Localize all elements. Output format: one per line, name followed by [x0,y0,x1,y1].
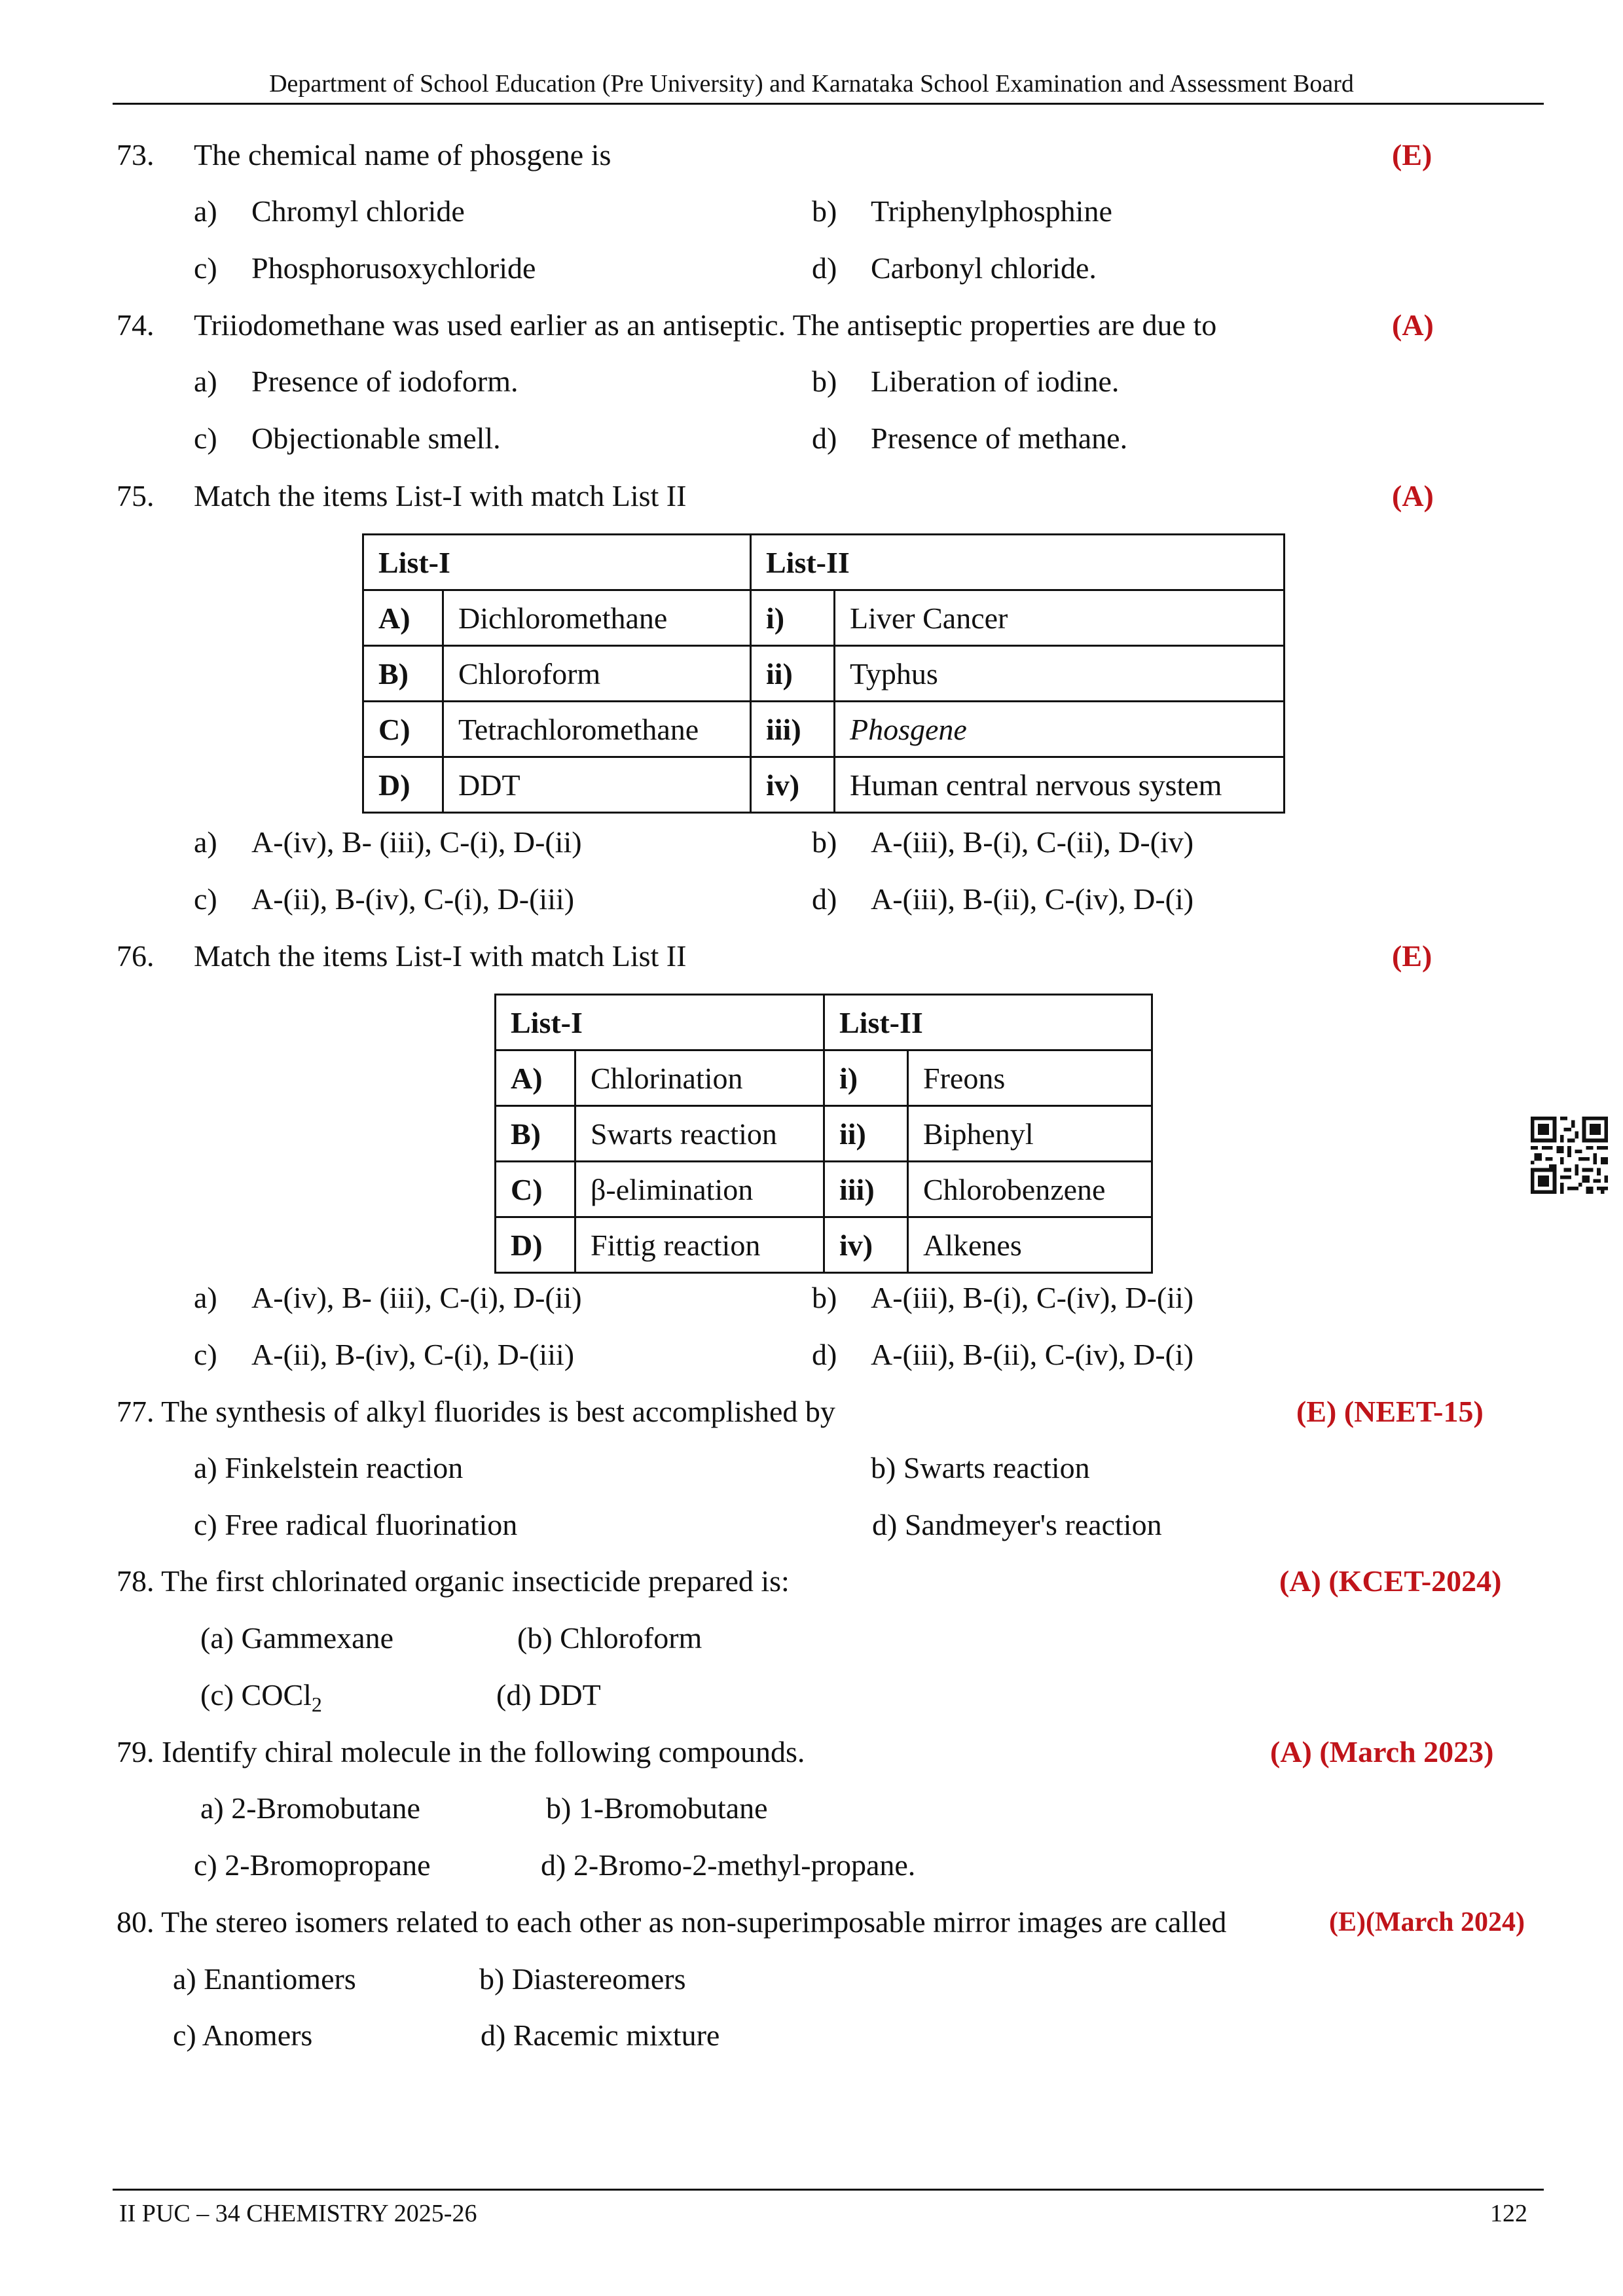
q76-text: Match the items List-I with match List II [194,939,687,973]
q75-option-b-label: b) [812,825,837,859]
q76-answer-tag: (E) [1392,939,1432,973]
row-item-2: Liver Cancer [835,590,1285,646]
list-2-header: List-II [751,535,1285,590]
q80-option-a: a) Enantiomers [173,1962,356,1996]
q76-number: 76. [117,939,155,973]
q79-option-d: d) 2-Bromo-2-methyl-propane. [541,1848,916,1882]
q80-answer-tag: (E)(March 2024) [1329,1907,1525,1937]
q76-option-a: A-(iv), B- (iii), C-(i), D-(ii) [251,1281,582,1314]
q76-option-a-label: a) [194,1281,217,1314]
q78-text: 78. The first chlorinated organic insecticide prepared is: [117,1564,790,1598]
q74-option-d-label: d) [812,422,837,455]
row-key: C) [496,1162,575,1217]
q74-option-a-label: a) [194,365,217,398]
row-key-2: ii) [824,1106,908,1162]
header-rule [113,103,1544,105]
row-item: Swarts reaction [575,1106,824,1162]
q74-option-b-label: b) [812,365,837,398]
q78-option-c [200,1677,322,1717]
table-header-row [363,535,1285,590]
q75-match-table [362,533,1285,814]
row-item: β-elimination [575,1162,824,1217]
table-row [496,1162,1152,1217]
q74-option-a: Presence of iodoform. [251,365,519,398]
row-key-2: iii) [824,1162,908,1217]
q79-option-c: c) 2-Bromopropane [194,1848,431,1882]
q73-option-c: Phosphorusoxychloride [251,251,536,285]
table-row [363,646,1285,702]
q73-option-b-label: b) [812,194,837,228]
q73-option-c-label: c) [194,251,217,285]
row-item-2: Alkenes [908,1217,1152,1273]
q74-option-b: Liberation of iodine. [871,365,1120,398]
q73-answer-tag: (E) [1392,138,1432,171]
q76-option-b-label: b) [812,1281,837,1314]
q79-answer-tag: (A) (March 2023) [1270,1735,1494,1768]
q76-option-c-label: c) [194,1338,217,1371]
q80-option-b: b) Diastereomers [479,1962,686,1996]
table-header-row [496,995,1152,1050]
row-item: Chloroform [443,646,751,702]
q73-option-b: Triphenylphosphine [871,194,1112,228]
q78-answer-tag: (A) (KCET-2024) [1279,1564,1502,1598]
row-key-2: iv) [751,757,835,813]
q73-text: The chemical name of phosgene is [194,138,611,171]
row-item-2: Freons [908,1050,1152,1106]
footer-rule [113,2189,1544,2191]
q78-option-d: (d) DDT [496,1678,601,1712]
q75-option-d-label: d) [812,882,837,916]
q75-option-a: A-(iv), B- (iii), C-(i), D-(ii) [251,825,582,859]
q75-option-b: A-(iii), B-(i), C-(ii), D-(iv) [871,825,1194,859]
q75-text: Match the items List-I with match List II [194,479,687,512]
q73-option-d: Carbonyl chloride. [871,251,1097,285]
q74-number: 74. [117,308,155,342]
q77-option-b: b) Swarts reaction [871,1451,1090,1484]
table-row [363,757,1285,813]
row-item-2: Human central nervous system [835,757,1285,813]
row-key-2: i) [751,590,835,646]
table-row [363,702,1285,757]
q77-option-d: d) Sandmeyer's reaction [872,1508,1162,1541]
q76-option-d-label: d) [812,1338,837,1371]
q77-option-c: c) Free radical fluorination [194,1508,518,1541]
q78-option-c-subscript: 2 [311,1693,322,1717]
table-row [363,590,1285,646]
q73-option-a-label: a) [194,194,217,228]
list-2-header: List-II [824,995,1152,1050]
row-item: DDT [443,757,751,813]
row-key: C) [363,702,443,757]
q78-option-b: (b) Chloroform [517,1621,702,1655]
row-key: A) [496,1050,575,1106]
q77-option-a: a) Finkelstein reaction [194,1451,464,1484]
q74-text: Triiodomethane was used earlier as an antiseptic. The antiseptic properties are due to [194,308,1217,342]
row-item-2: Phosgene [835,702,1285,757]
row-item-2: Biphenyl [908,1106,1152,1162]
q78-option-a: (a) Gammexane [200,1621,394,1655]
q80-option-d: d) Racemic mixture [481,2018,720,2052]
table-row [496,1217,1152,1273]
q74-answer-tag: (A) [1392,308,1434,342]
row-key: A) [363,590,443,646]
row-item: Chlorination [575,1050,824,1106]
row-item: Dichloromethane [443,590,751,646]
row-key: B) [363,646,443,702]
row-key: D) [496,1217,575,1273]
row-item: Fittig reaction [575,1217,824,1273]
q75-option-d: A-(iii), B-(ii), C-(iv), D-(i) [871,882,1194,916]
row-item-2: Typhus [835,646,1285,702]
table-row [496,1106,1152,1162]
q77-answer-tag: (E) (NEET-15) [1296,1395,1484,1428]
q75-number: 75. [117,479,155,512]
q75-option-c-label: c) [194,882,217,916]
qr-code-icon [1531,1117,1608,1194]
list-1-header: List-I [363,535,751,590]
q74-option-c-label: c) [194,422,217,455]
list-1-header: List-I [496,995,824,1050]
q76-match-table [494,994,1153,1274]
q78-option-c-text: (c) COCl [200,1678,312,1712]
row-key-2: iii) [751,702,835,757]
q76-option-b: A-(iii), B-(i), C-(iv), D-(ii) [871,1281,1194,1314]
q80-text: 80. The stereo isomers related to each other as non-superimposable mirror images are called [117,1905,1227,1939]
q77-text: 77. The synthesis of alkyl fluorides is best accomplished by [117,1395,835,1428]
q75-answer-tag: (A) [1392,479,1434,512]
row-key-2: ii) [751,646,835,702]
q79-option-a: a) 2-Bromobutane [200,1791,420,1825]
q79-text: 79. Identify chiral molecule in the following compounds. [117,1735,805,1768]
row-key: D) [363,757,443,813]
q80-option-c: c) Anomers [173,2018,313,2052]
q73-option-a: Chromyl chloride [251,194,465,228]
row-item: Tetrachloromethane [443,702,751,757]
q76-option-d: A-(iii), B-(ii), C-(iv), D-(i) [871,1338,1194,1371]
q74-option-d: Presence of methane. [871,422,1128,455]
q76-option-c: A-(ii), B-(iv), C-(i), D-(iii) [251,1338,575,1371]
row-item-2: Chlorobenzene [908,1162,1152,1217]
row-key-2: i) [824,1050,908,1106]
q75-option-c: A-(ii), B-(iv), C-(i), D-(iii) [251,882,575,916]
page-number: 122 [1490,2200,1527,2227]
footer-course: II PUC – 34 CHEMISTRY 2025-26 [119,2200,477,2227]
row-key-2: iv) [824,1217,908,1273]
q79-option-b: b) 1-Bromobutane [546,1791,768,1825]
q74-option-c: Objectionable smell. [251,422,501,455]
row-key: B) [496,1106,575,1162]
q73-option-d-label: d) [812,251,837,285]
page-header: Department of School Education (Pre University) and Karnataka School Examination and Assessment Board [269,70,1354,98]
table-row [496,1050,1152,1106]
q73-number: 73. [117,138,155,171]
q75-option-a-label: a) [194,825,217,859]
